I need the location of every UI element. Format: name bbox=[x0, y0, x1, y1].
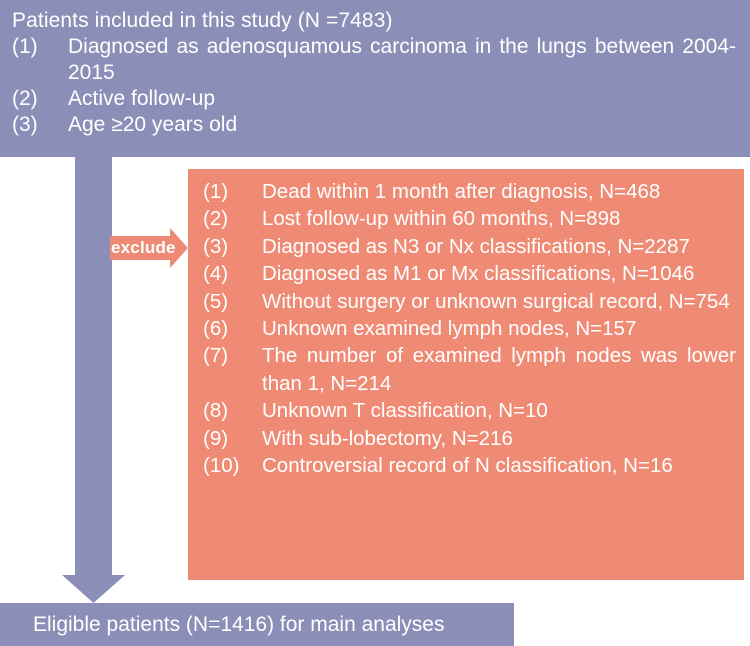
inclusion-box bbox=[0, 0, 750, 157]
exclusion-item bbox=[203, 425, 736, 452]
exclusion-box bbox=[188, 169, 744, 580]
inclusion-title: Patients included in this study (N =7483) bbox=[12, 9, 393, 32]
criterion-text: Age ≥20 years old bbox=[68, 113, 238, 136]
criterion-number: (1) bbox=[12, 35, 38, 58]
exclusion-number: (2) bbox=[203, 207, 229, 231]
exclusion-item bbox=[203, 233, 736, 260]
eligible-box bbox=[0, 603, 514, 646]
exclusion-item bbox=[203, 342, 736, 397]
exclusion-item bbox=[203, 452, 736, 479]
exclusion-number: (7) bbox=[203, 344, 229, 368]
inclusion-criterion bbox=[12, 34, 736, 86]
exclusion-text: The number of examined lymph nodes was lower than 1, N=214 bbox=[262, 344, 736, 395]
inclusion-criteria-list bbox=[12, 34, 736, 138]
inclusion-criterion bbox=[12, 86, 736, 112]
exclusion-number: (6) bbox=[203, 317, 229, 341]
exclusion-number: (8) bbox=[203, 399, 229, 423]
exclusion-item bbox=[203, 315, 736, 342]
exclusion-text: Controversial record of N classification, N=16 bbox=[262, 454, 673, 478]
down-arrow bbox=[62, 150, 125, 603]
exclusion-text: Diagnosed as N3 or Nx classifications, N=2287 bbox=[262, 234, 690, 258]
eligible-label: Eligible patients (N=1416) for main analyses bbox=[33, 613, 445, 636]
exclusion-text: Without surgery or unknown surgical record, N=754 bbox=[262, 289, 730, 313]
exclusion-text: Dead within 1 month after diagnosis, N=468 bbox=[262, 180, 661, 203]
criterion-text: Diagnosed as adenosquamous carcinoma in the lungs between 2004-2015 bbox=[68, 35, 736, 84]
criterion-number: (3) bbox=[12, 113, 38, 136]
exclusion-number: (3) bbox=[203, 234, 229, 258]
exclusion-text: Diagnosed as M1 or Mx classifications, N=1046 bbox=[262, 262, 695, 286]
exclude-label: exclude bbox=[111, 238, 176, 257]
exclusion-number: (1) bbox=[203, 180, 229, 203]
exclusion-item bbox=[203, 397, 736, 424]
exclusion-item bbox=[203, 178, 736, 205]
inclusion-criterion bbox=[12, 112, 736, 138]
exclusion-text: Unknown T classification, N=10 bbox=[262, 399, 548, 423]
exclusion-text: Lost follow-up within 60 months, N=898 bbox=[262, 207, 621, 231]
exclusion-number: (10) bbox=[203, 454, 240, 478]
exclusion-item bbox=[203, 205, 736, 232]
exclusion-number: (4) bbox=[203, 262, 229, 286]
criterion-number: (2) bbox=[12, 87, 38, 110]
exclusion-item bbox=[203, 260, 736, 287]
exclusion-number: (9) bbox=[203, 426, 229, 450]
exclusion-text: Unknown examined lymph nodes, N=157 bbox=[262, 317, 637, 341]
exclusion-number: (5) bbox=[203, 289, 229, 313]
criterion-text: Active follow-up bbox=[68, 87, 216, 110]
exclusion-item bbox=[203, 288, 736, 315]
exclusion-text: With sub-lobectomy, N=216 bbox=[262, 426, 513, 450]
